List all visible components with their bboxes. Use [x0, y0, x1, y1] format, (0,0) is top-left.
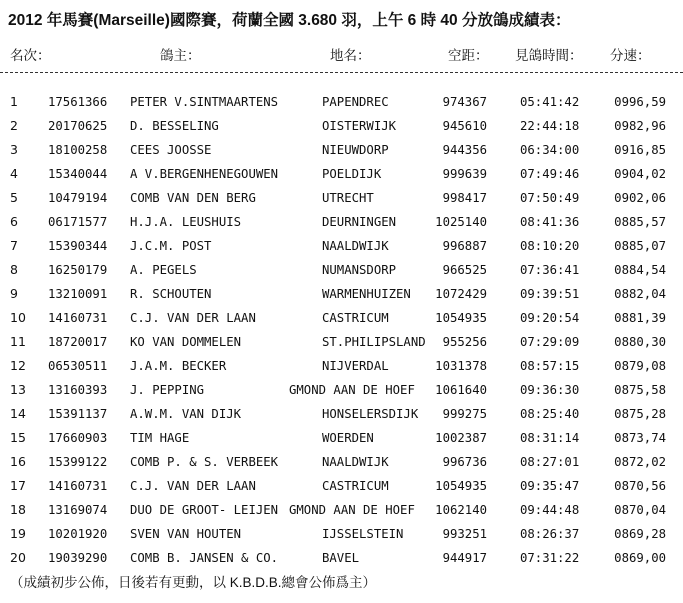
table-row: [0, 333, 683, 357]
arrival-time-cell: 07:36:41: [520, 263, 580, 277]
place-cell: IJSSELSTEIN: [322, 527, 404, 541]
ring-number-cell: 18100258: [48, 143, 108, 157]
speed-cell: 0904,02: [614, 167, 666, 181]
arrival-time-cell: 08:41:36: [520, 215, 580, 229]
place-cell: CASTRICUM: [322, 311, 389, 325]
ring-number-cell: 14160731: [48, 311, 108, 325]
distance-cell: 1072429: [435, 287, 487, 301]
owner-cell: COMB B. JANSEN & CO.: [130, 551, 279, 565]
distance-cell: 993251: [442, 527, 487, 541]
arrival-time-cell: 08:10:20: [520, 239, 580, 253]
table-row: [0, 381, 683, 405]
speed-cell: 0875,58: [614, 383, 666, 397]
distance-cell: 1054935: [435, 311, 487, 325]
ring-number-cell: 06530511: [48, 359, 108, 373]
rank-cell: 4: [10, 166, 18, 181]
speed-cell: 0870,56: [614, 479, 666, 493]
speed-cell: 0881,39: [614, 311, 666, 325]
speed-cell: 0873,74: [614, 431, 666, 445]
distance-cell: 945610: [442, 119, 487, 133]
speed-cell: 0869,00: [614, 551, 666, 565]
ring-number-cell: 13169074: [48, 503, 108, 517]
arrival-time-cell: 09:39:51: [520, 287, 580, 301]
rank-cell: 6: [10, 214, 18, 229]
results-table: [0, 93, 683, 573]
owner-cell: TIM HAGE: [130, 431, 190, 445]
rank-cell: 12: [10, 358, 26, 373]
place-cell: UTRECHT: [322, 191, 374, 205]
place-cell: ST.PHILIPSLAND: [322, 335, 426, 349]
table-row: [0, 549, 683, 573]
place-cell: PAPENDREC: [322, 95, 389, 109]
rank-cell: 19: [10, 526, 26, 541]
speed-cell: 0884,54: [614, 263, 666, 277]
owner-cell: H.J.A. LEUSHUIS: [130, 215, 242, 229]
place-cell: WOERDEN: [322, 431, 374, 445]
ring-number-cell: 17561366: [48, 95, 108, 109]
place-cell: NIJVERDAL: [322, 359, 389, 373]
distance-cell: 966525: [442, 263, 487, 277]
owner-cell: J.A.M. BECKER: [130, 359, 227, 373]
arrival-time-cell: 09:20:54: [520, 311, 580, 325]
distance-cell: 1054935: [435, 479, 487, 493]
distance-cell: 1062140: [435, 503, 487, 517]
speed-cell: 0902,06: [614, 191, 666, 205]
ring-number-cell: 06171577: [48, 215, 108, 229]
header-distance: 空距：: [448, 48, 489, 63]
ring-number-cell: 10479194: [48, 191, 108, 205]
arrival-time-cell: 09:35:47: [520, 479, 580, 493]
arrival-time-cell: 07:50:49: [520, 191, 580, 205]
rank-cell: 15: [10, 430, 26, 445]
ring-number-cell: 20170625: [48, 119, 108, 133]
table-row: [0, 405, 683, 429]
header-owner: 鴿主：: [160, 48, 201, 63]
ring-number-cell: 14160731: [48, 479, 108, 493]
place-cell: NIEUWDORP: [322, 143, 389, 157]
table-row: [0, 141, 683, 165]
arrival-time-cell: 05:41:42: [520, 95, 580, 109]
arrival-time-cell: 07:29:09: [520, 335, 580, 349]
owner-cell: J. PEPPING: [130, 383, 205, 397]
place-cell: DEURNINGEN: [322, 215, 397, 229]
place-cell: POELDIJK: [322, 167, 382, 181]
ring-number-cell: 13210091: [48, 287, 108, 301]
arrival-time-cell: 06:34:00: [520, 143, 580, 157]
table-row: [0, 453, 683, 477]
ring-number-cell: 19039290: [48, 551, 108, 565]
place-cell: NAALDWIJK: [322, 239, 389, 253]
owner-cell: A V.BERGENHENEGOUWEN: [130, 167, 279, 181]
header-divider: [0, 72, 683, 73]
table-row: [0, 429, 683, 453]
place-cell: HONSELERSDIJK: [322, 407, 419, 421]
owner-cell: PETER V.SINTMAARTENS: [130, 95, 279, 109]
ring-number-cell: 10201920: [48, 527, 108, 541]
owner-cell: J.C.M. POST: [130, 239, 212, 253]
speed-cell: 0916,85: [614, 143, 666, 157]
speed-cell: 0875,28: [614, 407, 666, 421]
speed-cell: 0885,07: [614, 239, 666, 253]
arrival-time-cell: 07:49:46: [520, 167, 580, 181]
place-cell: GMOND AAN DE HOEF: [289, 503, 415, 517]
speed-cell: 0872,02: [614, 455, 666, 469]
arrival-time-cell: 08:31:14: [520, 431, 580, 445]
arrival-time-cell: 08:57:15: [520, 359, 580, 373]
ring-number-cell: 17660903: [48, 431, 108, 445]
owner-cell: COMB VAN DEN BERG: [130, 191, 256, 205]
ring-number-cell: 15391137: [48, 407, 108, 421]
distance-cell: 955256: [442, 335, 487, 349]
rank-cell: 10: [10, 310, 26, 325]
table-row: [0, 213, 683, 237]
distance-cell: 999639: [442, 167, 487, 181]
header-place: 地名：: [330, 48, 371, 63]
speed-cell: 0885,57: [614, 215, 666, 229]
rank-cell: 8: [10, 262, 18, 277]
arrival-time-cell: 09:36:30: [520, 383, 580, 397]
speed-cell: 0869,28: [614, 527, 666, 541]
ring-number-cell: 18720017: [48, 335, 108, 349]
table-row: [0, 237, 683, 261]
rank-cell: 2: [10, 118, 18, 133]
rank-cell: 18: [10, 502, 26, 517]
table-row: [0, 501, 683, 525]
ring-number-cell: 15399122: [48, 455, 108, 469]
footnote: （成績初步公佈，日後若有更動，以 K.B.D.B.總會公佈爲主）: [10, 575, 377, 590]
table-row: [0, 165, 683, 189]
place-cell: BAVEL: [322, 551, 360, 565]
distance-cell: 944356: [442, 143, 487, 157]
distance-cell: 998417: [442, 191, 487, 205]
arrival-time-cell: 09:44:48: [520, 503, 580, 517]
rank-cell: 13: [10, 382, 26, 397]
owner-cell: COMB P. & S. VERBEEK: [130, 455, 279, 469]
table-row: [0, 189, 683, 213]
place-cell: NUMANSDORP: [322, 263, 397, 277]
distance-cell: 996736: [442, 455, 487, 469]
arrival-time-cell: 08:26:37: [520, 527, 580, 541]
distance-cell: 1002387: [435, 431, 487, 445]
speed-cell: 0982,96: [614, 119, 666, 133]
rank-cell: 1: [10, 94, 18, 109]
rank-cell: 9: [10, 286, 18, 301]
distance-cell: 974367: [442, 95, 487, 109]
arrival-time-cell: 22:44:18: [520, 119, 580, 133]
speed-cell: 0879,08: [614, 359, 666, 373]
rank-cell: 14: [10, 406, 26, 421]
table-row: [0, 261, 683, 285]
speed-cell: 0882,04: [614, 287, 666, 301]
speed-cell: 0870,04: [614, 503, 666, 517]
speed-cell: 0880,30: [614, 335, 666, 349]
ring-number-cell: 13160393: [48, 383, 108, 397]
owner-cell: C.J. VAN DER LAAN: [130, 479, 256, 493]
arrival-time-cell: 08:25:40: [520, 407, 580, 421]
table-row: [0, 117, 683, 141]
table-row: [0, 477, 683, 501]
owner-cell: C.J. VAN DER LAAN: [130, 311, 256, 325]
rank-cell: 20: [10, 550, 26, 565]
rank-cell: 5: [10, 190, 18, 205]
owner-cell: R. SCHOUTEN: [130, 287, 212, 301]
distance-cell: 944917: [442, 551, 487, 565]
rank-cell: 11: [10, 334, 26, 349]
ring-number-cell: 15390344: [48, 239, 108, 253]
distance-cell: 1025140: [435, 215, 487, 229]
distance-cell: 996887: [442, 239, 487, 253]
rank-cell: 3: [10, 142, 18, 157]
owner-cell: A.W.M. VAN DIJK: [130, 407, 242, 421]
owner-cell: A. PEGELS: [130, 263, 197, 277]
table-row: [0, 525, 683, 549]
owner-cell: SVEN VAN HOUTEN: [130, 527, 242, 541]
ring-number-cell: 16250179: [48, 263, 108, 277]
distance-cell: 999275: [442, 407, 487, 421]
table-row: [0, 309, 683, 333]
distance-cell: 1031378: [435, 359, 487, 373]
arrival-time-cell: 07:31:22: [520, 551, 580, 565]
rank-cell: 16: [10, 454, 26, 469]
distance-cell: 1061640: [435, 383, 487, 397]
owner-cell: KO VAN DOMMELEN: [130, 335, 242, 349]
ring-number-cell: 15340044: [48, 167, 108, 181]
table-row: [0, 93, 683, 117]
place-cell: NAALDWIJK: [322, 455, 389, 469]
page-title: 2012 年馬賽(Marseille)國際賽，荷蘭全國 3.680 羽，上午 6 時 40 分放鴿成績表：: [8, 12, 571, 29]
arrival-time-cell: 08:27:01: [520, 455, 580, 469]
table-row: [0, 357, 683, 381]
place-cell: OISTERWIJK: [322, 119, 397, 133]
owner-cell: D. BESSELING: [130, 119, 219, 133]
table-row: [0, 285, 683, 309]
place-cell: WARMENHUIZEN: [322, 287, 411, 301]
place-cell: GMOND AAN DE HOEF: [289, 383, 415, 397]
header-rank: 名次：: [10, 48, 51, 63]
rank-cell: 7: [10, 238, 18, 253]
owner-cell: DUO DE GROOT- LEIJEN: [130, 503, 279, 517]
header-speed: 分速：: [610, 48, 651, 63]
header-arrival-time: 見鴿時間：: [515, 48, 583, 63]
place-cell: CASTRICUM: [322, 479, 389, 493]
owner-cell: CEES JOOSSE: [130, 143, 212, 157]
speed-cell: 0996,59: [614, 95, 666, 109]
rank-cell: 17: [10, 478, 26, 493]
